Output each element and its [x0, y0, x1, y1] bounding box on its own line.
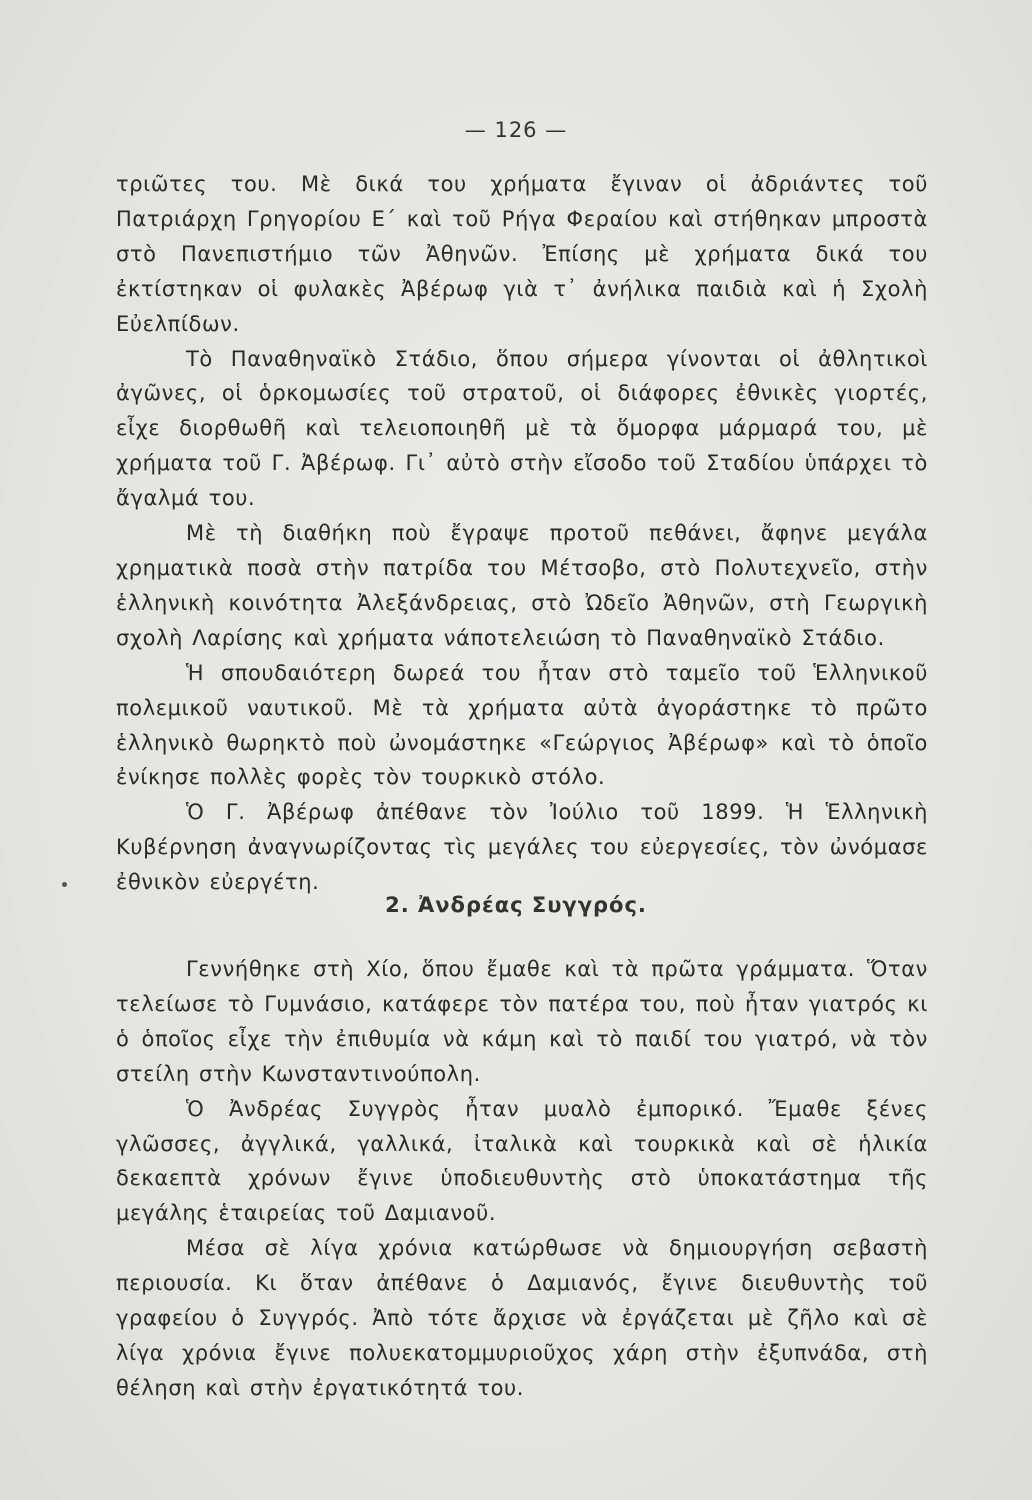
paragraph: τριῶτες του. Μὲ δικά του χρήματα ἔγιναν οἱ ἀδριάντες τοῦ Πατριάρχη Γρηγορίου Ε΄ καὶ τοῦ Ρήγα Φεραίου καὶ στήθηκαν μπροστὰ στὸ Πανεπιστήμιο τῶν Ἀθηνῶν. Ἐπίσης μὲ χρήματα δικά του ἐκτίστηκαν οἱ φυλακὲς Ἀβέρωφ γιὰ τ᾽ ἀνήλικα παιδιὰ καὶ ἡ Σχολὴ Εὐελπίδων. [116, 172, 928, 336]
section-heading: 2. Ἀνδρέας Συγγρός. [385, 893, 647, 917]
paragraph: Μέσα σὲ λίγα χρόνια κατώρθωσε νὰ δημιουργήση σεβαστὴ περιουσία. Κι ὅταν ἀπέθανε ὁ Δαμιανός, ἔγινε διευθυντὴς τοῦ γραφείου ὁ Συγγρός. Ἀπὸ τότε ἄρχισε νὰ ἐργάζεται μὲ ζῆλο καὶ σὲ λίγα χρόνια ἔγινε πολυεκατομμυριοῦχος χάρη στὴν ἐξυπνάδα, στὴ θέληση καὶ στὴν ἐργατικότητά του. [116, 1236, 928, 1400]
print-speck [62, 882, 67, 887]
paragraph: Τὸ Παναθηναϊκὸ Στάδιο, ὅπου σήμερα γίνονται οἱ ἀθλητικοὶ ἀγῶνες, οἱ ὁρκομωσίες τοῦ στρατοῦ, οἱ διάφορες ἐθνικὲς γιορτές, εἶχε διορθωθῆ καὶ τελειοποιηθῆ μὲ τὰ ὅμορφα μάρμαρά του, μὲ χρήματα τοῦ Γ. Ἀβέρωφ. Γι᾽ αὐτὸ στὴν εἴσοδο τοῦ Σταδίου ὑπάρχει τὸ ἄγαλμά του. [116, 346, 928, 511]
paragraph: Ἡ σπουδαιότερη δωρεά του ἦταν στὸ ταμεῖο τοῦ Ἑλληνικοῦ πολεμικοῦ ναυτικοῦ. Μὲ τὰ χρήματα αὐτὰ ἀγοράστηκε τὸ πρῶτο ἑλληνικὸ θωρηκτὸ ποὺ ὠνομάστηκε «Γεώργιος Ἀβέρωφ» καὶ τὸ ὁποῖο ἐνίκησε πολλὲς φορὲς τὸν τουρκικὸ στόλο. [116, 660, 928, 790]
page-number: — 126 — [464, 118, 568, 142]
paragraph: Μὲ τὴ διαθήκη ποὺ ἔγραψε προτοῦ πεθάνει, ἄφηνε μεγάλα χρηματικὰ ποσὰ στὴν πατρίδα του Μέτσοβο, στὸ Πολυτεχνεῖο, στὴν ἑλληνικὴ κοινότητα Ἀλεξάνδρειας, στὸ Ὠδεῖο Ἀθηνῶν, στὴ Γεωργικὴ σχολὴ Λαρίσης καὶ χρήματα νάποτελειώση τὸ Παναθηναϊκὸ Στάδιο. [116, 521, 928, 650]
section-two-text [116, 952, 928, 1406]
paragraph: Ὁ Ἀνδρέας Συγγρὸς ἦταν μυαλὸ ἐμπορικό. Ἔμαθε ξένες γλῶσσες, ἀγγλικά, γαλλικά, ἰταλικὰ καὶ τουρκικὰ καὶ σὲ ἡλικία δεκαεπτὰ χρόνων ἔγινε ὑποδιευθυντὴς στὸ ὑποκατάστημα τῆς μεγάλης ἑταιρείας τοῦ Δαμιανοῦ. [116, 1096, 928, 1226]
section-one-text [116, 167, 928, 900]
paragraph: Ὁ Γ. Ἀβέρωφ ἀπέθανε τὸν Ἰούλιο τοῦ 1899. Ἡ Ἑλληνικὴ Κυβέρνηση ἀναγνωρίζοντας τὶς μεγάλες του εὐεργεσίες, τὸν ὠνόμασε ἐθνικὸν εὐεργέτη. [116, 800, 928, 895]
paragraph: Γεννήθηκε στὴ Χίο, ὅπου ἔμαθε καὶ τὰ πρῶτα γράμματα. Ὅταν τελείωσε τὸ Γυμνάσιο, κατάφερε τὸν πατέρα του, ποὺ ἦταν γιατρός κι ὁ ὁποῖος εἶχε τὴν ἐπιθυμία νὰ κάμη καὶ τὸ παιδί του γιατρό, νὰ τὸν στείλη στὴν Κωνσταντινούπολη. [116, 957, 928, 1086]
